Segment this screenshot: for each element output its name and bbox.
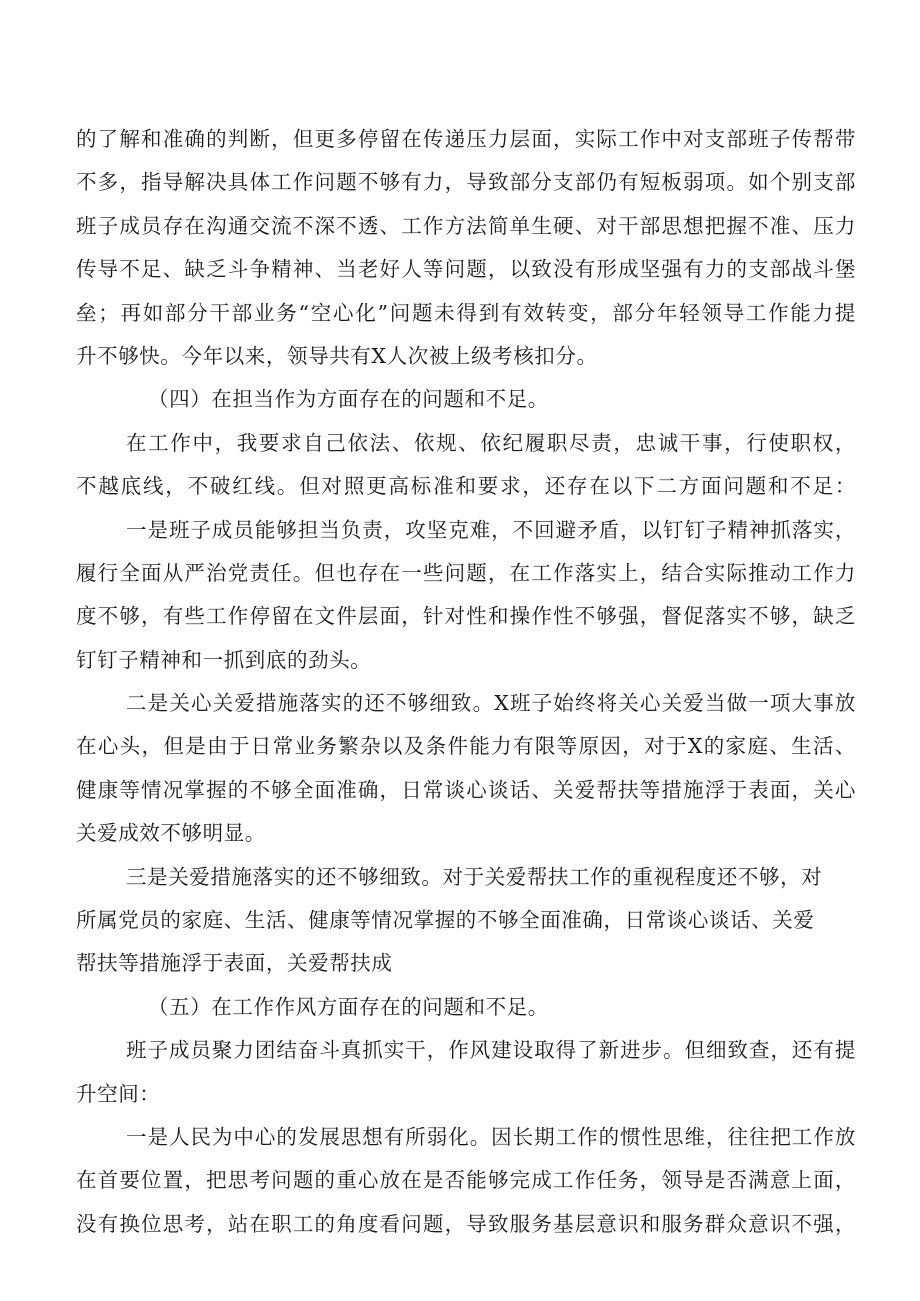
text-line: 没有换位思考，站在职工的角度看问题，导致服务基层意识和服务群众意识不强， — [76, 1211, 856, 1236]
document-body — [76, 118, 856, 1246]
text-line: 关爱成效不够明显。 — [76, 821, 266, 846]
section-heading: （五）在工作作风方面存在的问题和不足。 — [148, 994, 549, 1019]
text-line: 三是关爱措施落实的还不够细致。对于关爱帮扶工作的重视程度还不够，对 — [126, 864, 823, 889]
text-line: 传导不足、缺乏斗争精神、当老好人等问题，以致没有形成坚强有力的支部战斗堡 — [76, 257, 856, 282]
text-line: 钉钉子精神和一抓到底的劲头。 — [76, 647, 372, 672]
text-line: 在首要位置，把思考问题的重心放在是否能够完成工作任务，领导是否满意上面， — [76, 1168, 856, 1193]
text-line: 履行全面从严治党责任。但也存在一些问题，在工作落实上，结合实际推动工作力 — [76, 560, 856, 585]
section-heading: （四）在担当作为方面存在的问题和不足。 — [148, 387, 549, 412]
text-line: 升空间： — [76, 1081, 161, 1106]
text-line: 在心头，但是由于日常业务繁杂以及条件能力有限等原因，对于X的家庭、生活、 — [76, 734, 856, 759]
text-line: 不越底线，不破红线。但对照更高标准和要求，还存在以下二方面问题和不足： — [76, 474, 856, 499]
text-line: 所属党员的家庭、生活、健康等情况掌握的不够全面准确，日常谈心谈话、关爱 — [76, 908, 815, 933]
text-line: 班子成员聚力团结奋斗真抓实干，作风建设取得了新进步。但细致查，还有提 — [126, 1038, 856, 1063]
text-line: 班子成员存在沟通交流不深不透、工作方法简单生硬、对干部思想把握不准、压力 — [76, 213, 856, 238]
text-line: 不多，指导解决具体工作问题不够有力，导致部分支部仍有短板弱项。如个别支部 — [76, 170, 856, 195]
text-line: 一是人民为中心的发展思想有所弱化。因长期工作的惯性思维，往往把工作放 — [126, 1124, 856, 1149]
text-line: 一是班子成员能够担当负责，攻坚克难，不回避矛盾，以钉钉子精神抓落实， — [126, 517, 856, 542]
text-line: 升不够快。今年以来，领导共有X人次被上级考核扣分。 — [76, 343, 598, 368]
text-line: 的了解和准确的判断，但更多停留在传递压力层面，实际工作中对支部班子传帮带 — [76, 127, 856, 151]
text-line: 在工作中，我要求自己依法、依规、依纪履职尽责，忠诚干事，行使职权， — [126, 430, 856, 455]
text-line: 度不够，有些工作停留在文件层面，针对性和操作性不够强，督促落实不够，缺乏 — [76, 604, 856, 629]
text-line: 健康等情况掌握的不够全面准确，日常谈心谈话、关爱帮扶等措施浮于表面，关心 — [76, 777, 856, 802]
text-line: 帮扶等措施浮于表面，关爱帮扶成 — [76, 951, 393, 976]
text-line: 二是关心关爱措施落实的还不够细致。X班子始终将关心关爱当做一项大事放 — [126, 691, 856, 716]
text-line: 垒；再如部分干部业务“空心化”问题未得到有效转变，部分年轻领导工作能力提 — [76, 300, 856, 325]
